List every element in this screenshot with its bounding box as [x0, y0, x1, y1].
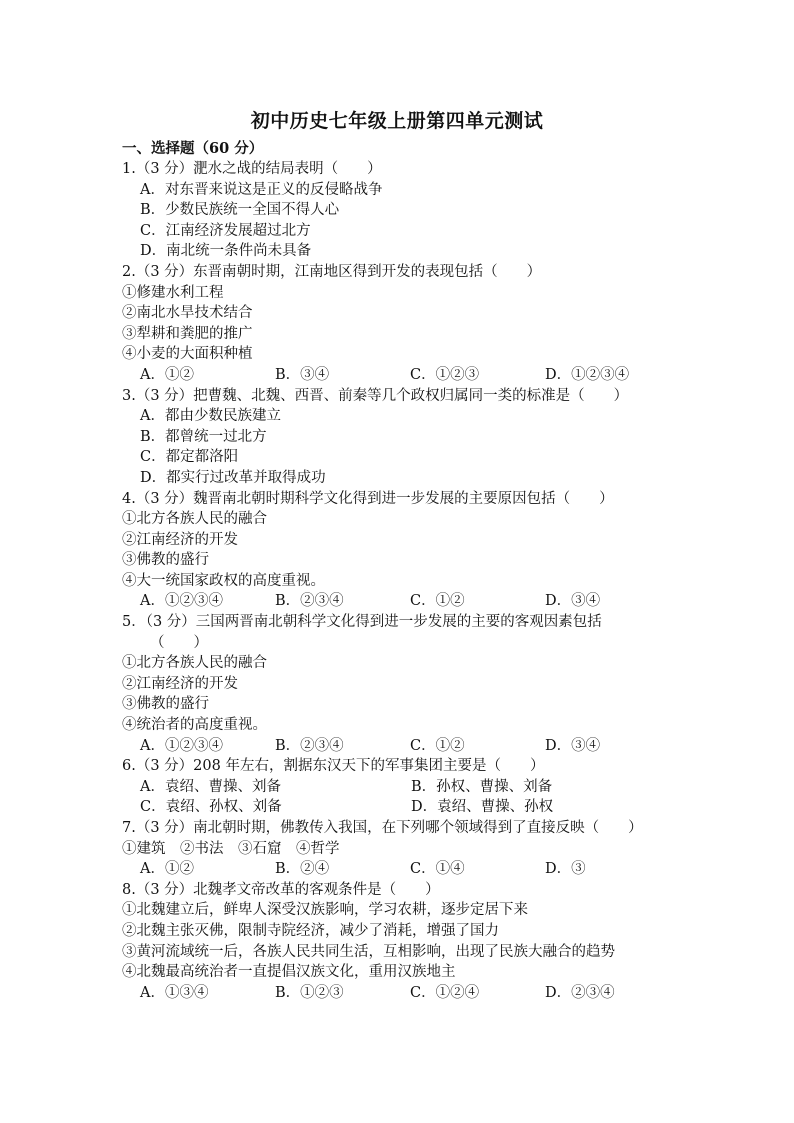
question-list [122, 159, 682, 1003]
statement-2: ②北魏主张灭佛，限制寺院经济，减少了消耗，增强了国力 [122, 922, 499, 939]
option-d: D．南北统一条件尚未具备 [140, 243, 312, 260]
question-stem: 2.（3 分）东晋南朝时期，江南地区得到开发的表现包括（ ） [122, 263, 542, 280]
option-b: B．都曾统一过北方 [140, 428, 267, 445]
option-a: A．都由少数民族建立 [140, 408, 281, 425]
statement-2: ②江南经济的开发 [122, 675, 238, 692]
statement-3: ③佛教的盛行 [122, 696, 209, 713]
statement-3: ③犁耕和粪肥的推广 [122, 325, 253, 342]
statement-4: ④大一统国家政权的高度重视。 [122, 572, 325, 589]
option-a: A．①② [140, 366, 194, 383]
options-row [122, 983, 682, 1004]
question-7 [122, 818, 682, 880]
question-stem: 6.（3 分）208 年左右，割据东汉天下的军事集团主要是（ ） [122, 758, 545, 775]
question-1 [122, 159, 682, 262]
option-b: B．①②③ [275, 984, 344, 1001]
option-d: D．③④ [545, 593, 601, 610]
option-c: C．①②④ [410, 984, 480, 1001]
option-d: D．③ [545, 861, 586, 878]
option-a: A．袁绍、曹操、刘备 [140, 778, 281, 795]
question-stem-continuation: （ ） [150, 634, 208, 651]
question-3 [122, 386, 682, 489]
question-stem: 8.（3 分）北魏孝文帝改革的客观条件是（ ） [122, 881, 440, 898]
option-b: B．③④ [275, 366, 330, 383]
options-row [122, 859, 682, 880]
option-c: C．都定都洛阳 [140, 449, 239, 466]
page-title: 初中历史七年级上册第四单元测试 [250, 110, 544, 132]
statement-1: ①修建水利工程 [122, 284, 224, 301]
option-d: D．③④ [545, 737, 601, 754]
option-d: D．袁绍、曹操、孙权 [411, 799, 554, 816]
option-c: C．袁绍、孙权、刘备 [140, 799, 282, 816]
question-5 [122, 612, 682, 756]
option-a: A．①②③④ [140, 593, 223, 610]
option-a: A．①② [140, 861, 194, 878]
statement-1: ①北魏建立后，鲜卑人深受汉族影响，学习农耕，逐步定居下来 [122, 902, 528, 919]
statement-1: ①北方各族人民的融合 [122, 511, 267, 528]
option-a: A．对东晋来说这是正义的反侵略战争 [140, 181, 383, 198]
section-heading: 一、选择题（60 分） [122, 140, 264, 157]
options-row [122, 591, 682, 612]
options-row [122, 736, 682, 757]
question-stem: 7.（3 分）南北朝时期，佛教传入我国，在下列哪个领域得到了直接反映（ ） [122, 820, 643, 836]
option-c: C．①④ [410, 861, 465, 878]
option-d: D．①②③④ [545, 366, 630, 383]
option-c: C．①②③ [410, 366, 480, 383]
question-4 [122, 489, 682, 613]
question-stem: 5．（3 分）三国两晋南北朝科学文化得到进一步发展的主要的客观因素包括 [122, 614, 602, 631]
option-c: C．①② [410, 737, 465, 754]
option-b: B．少数民族统一全国不得人心 [140, 202, 340, 219]
option-b: B．②③④ [275, 593, 344, 610]
options-row [122, 797, 682, 818]
option-d: D．②③④ [545, 984, 615, 1001]
statement-4: ④统治者的高度重视。 [122, 717, 267, 734]
statement-4: ④北魏最高统治者一直提倡汉族文化，重用汉族地主 [122, 964, 456, 981]
statement-line: ①建筑 ②书法 ③石窟 ④哲学 [122, 840, 340, 857]
statement-3: ③佛教的盛行 [122, 552, 209, 569]
option-d: D．都实行过改革并取得成功 [140, 469, 326, 486]
option-c: C．①② [410, 593, 465, 610]
statement-2: ②江南经济的开发 [122, 531, 238, 548]
option-c: C．江南经济发展超过北方 [140, 222, 311, 239]
option-b: B．②③④ [275, 737, 344, 754]
question-stem: 1.（3 分）淝水之战的结局表明（ ） [122, 161, 382, 177]
option-b: B．②④ [275, 861, 330, 878]
options-row [122, 365, 682, 386]
statement-4: ④小麦的大面积种植 [122, 346, 253, 363]
option-a: A．①②③④ [140, 737, 223, 754]
option-b: B．孙权、曹操、刘备 [411, 778, 553, 795]
options-row [122, 777, 682, 798]
option-a: A．①③④ [140, 984, 209, 1001]
question-6 [122, 756, 682, 818]
question-2 [122, 262, 682, 386]
question-stem: 3.（3 分）把曹魏、北魏、西晋、前秦等几个政权归属同一类的标准是（ ） [122, 387, 629, 404]
question-stem: 4.（3 分）魏晋南北朝时期科学文化得到进一步发展的主要原因包括（ ） [122, 490, 614, 507]
statement-1: ①北方各族人民的融合 [122, 655, 267, 672]
statement-3: ③黄河流域统一后，各族人民共同生活，互相影响，出现了民族大融合的趋势 [122, 943, 615, 960]
question-8 [122, 880, 682, 1004]
statement-2: ②南北水旱技术结合 [122, 305, 253, 322]
